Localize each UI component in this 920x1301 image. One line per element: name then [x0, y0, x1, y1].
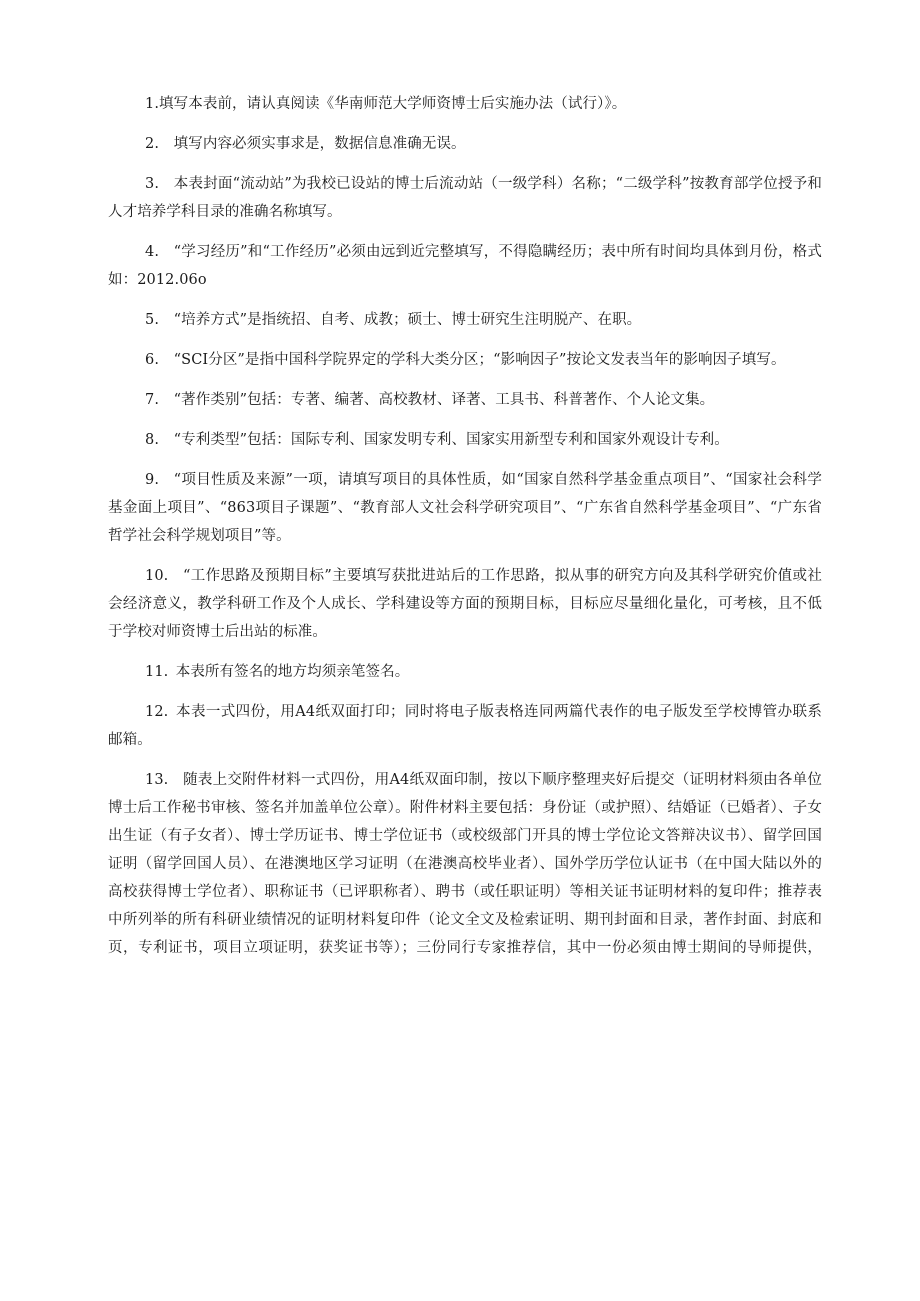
item-number: 2. [145, 136, 160, 152]
instruction-item-8 [108, 426, 822, 454]
instructions-list [108, 90, 822, 974]
instruction-item-11 [108, 658, 822, 686]
item-text: “SCI分区”是指中国科学院界定的学科大类分区；“影响因子”按论文发表当年的影响因子填写。 [173, 352, 786, 368]
item-text: 本表所有签名的地方均须亲笔签名。 [175, 664, 410, 680]
instruction-item-4 [108, 238, 822, 294]
item-number: 1. [145, 96, 160, 112]
item-text: “培养方式”是指统招、自考、成教；硕士、博士研究生注明脱产、在职。 [173, 312, 642, 328]
item-text: 本表一式四份，用A4纸双面打印；同时将电子版表格连同两篇代表作的电子版发至学校博管办联系邮箱。 [108, 704, 822, 748]
item-number: 11. [145, 664, 169, 680]
instruction-item-5 [108, 306, 822, 334]
item-number: 5. [145, 312, 160, 328]
instruction-item-2 [108, 130, 822, 158]
item-number: 10. [145, 568, 169, 584]
item-number: 9. [145, 472, 160, 488]
item-text: “项目性质及来源”一项，请填写项目的具体性质，如“国家自然科学基金重点项目”、“国家社会科学基金面上项目”、“863项目子课题”、“教育部人文社会科学研究项目”、“广东省自然科学基金项目”、“广东省哲学社会科学规划项目”等。 [108, 472, 822, 544]
item-number: 13. [145, 772, 169, 788]
item-number: 6. [145, 352, 160, 368]
instruction-item-10 [108, 562, 822, 646]
item-text: 填写内容必须实事求是，数据信息准确无误。 [173, 136, 466, 152]
instruction-item-12 [108, 698, 822, 754]
item-text: 填写本表前，请认真阅读《华南师范大学师资博士后实施办法（试行）》。 [159, 96, 627, 112]
item-number: 8. [145, 432, 160, 448]
item-text: 本表封面“流动站”为我校已设站的博士后流动站（一级学科）名称；“二级学科”按教育部学位授予和人才培养学科目录的准确名称填写。 [108, 176, 822, 220]
item-number: 4. [145, 244, 160, 260]
item-text: “学习经历”和“工作经历”必须由远到近完整填写，不得隐瞒经历；表中所有时间均具体到月份，格式如：2012.06o [108, 244, 822, 288]
item-text: “专利类型”包括：国际专利、国家发明专利、国家实用新型专利和国家外观设计专利。 [173, 432, 729, 448]
item-text: “工作思路及预期目标”主要填写获批进站后的工作思路，拟从事的研究方向及其科学研究价值或社会经济意义，教学科研工作及个人成长、学科建设等方面的预期目标，目标应尽量细化量化，可考核，且不低于学校对师资博士后出站的标准。 [108, 568, 822, 640]
item-text: 随表上交附件材料一式四份，用A4纸双面印制，按以下顺序整理夹好后提交（证明材料须由各单位博士后工作秘书审核、签名并加盖单位公章）。附件材料主要包括：身份证（或护照）、结婚证（已婚者）、子女出生证（有子女者）、博士学历证书、博士学位证书（或校级部门开具的博士学位论文答辩决议书）、留学回国证明（留学回国人员）、在港澳地区学习证明（在港澳高校毕业者）、国外学历学位认证书（在中国大陆以外的高校获得博士学位者）、职称证书（已评职称者）、聘书（或任职证明）等相关证书证明材料的复印件；推荐表中所列举的所有科研业绩情况的证明材料复印件（论文全文及检索证明、期刊封面和目录，著作封面、封底和页，专利证书，项目立项证明，获奖证书等）；三份同行专家推荐信，其中一份必须由博士期间的导师提供， [108, 772, 822, 956]
instruction-item-1 [108, 90, 822, 118]
instruction-item-7 [108, 386, 822, 414]
instruction-item-6 [108, 346, 822, 374]
instruction-item-3 [108, 170, 822, 226]
item-number: 7. [145, 392, 160, 408]
instruction-item-13 [108, 766, 822, 962]
item-number: 12. [145, 704, 169, 720]
item-text: “著作类别”包括：专著、编著、高校教材、译著、工具书、科普著作、个人论文集。 [173, 392, 715, 408]
instruction-item-9 [108, 466, 822, 550]
item-number: 3. [145, 176, 160, 192]
